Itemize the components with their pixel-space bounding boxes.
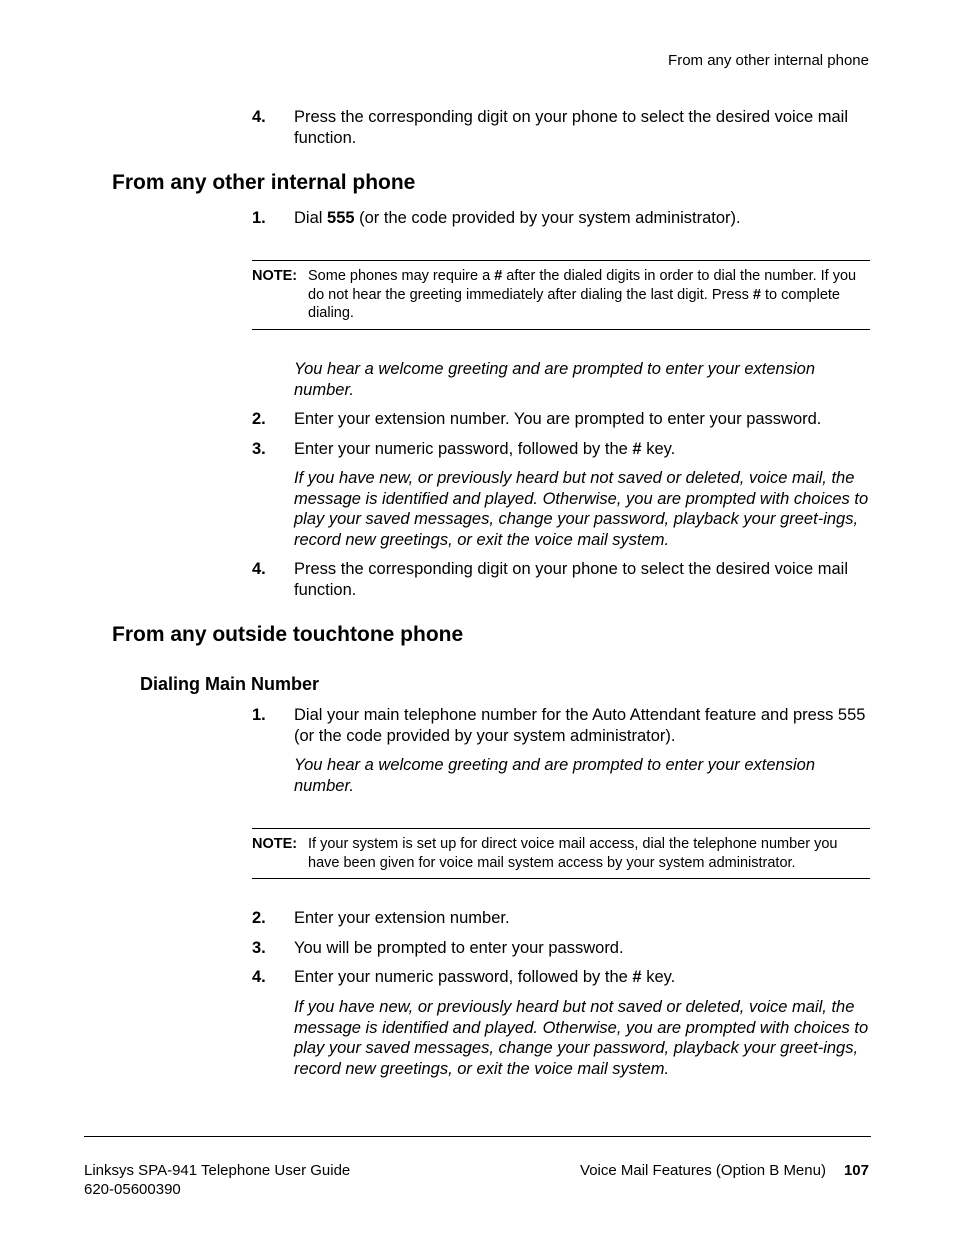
step-number: 4. — [252, 968, 266, 986]
note-text: If your system is set up for direct voice mail access, dial the telephone number you have been given for voice mail system access by your system administrator. — [308, 836, 838, 871]
step-text: Dial 555 (or the code provided by your system administrator). — [294, 209, 741, 227]
step-text: Dial your main telephone number for the Auto Attendant feature and press 555 (or the code provided by your system administrator). — [294, 706, 866, 745]
footer-right — [580, 1161, 869, 1180]
step-number: 2. — [252, 909, 266, 927]
system-response: You hear a welcome greeting and are prompted to enter your extension number. — [294, 360, 815, 399]
note-label: NOTE: — [252, 268, 298, 284]
note-text: Some phones may require a # after the dialed digits in order to dial the number. If you do not hear the greeting immediately after dialing the last digit. Press # to complete dialing. — [308, 268, 857, 321]
step-number: 1. — [252, 706, 266, 724]
step-text: Enter your numeric password, followed by the # key. — [294, 440, 676, 458]
section-heading: From any outside touchtone phone — [112, 623, 464, 646]
step-number: 4. — [252, 560, 266, 578]
step-text: Press the corresponding digit on your phone to select the desired voice mail function. — [294, 108, 848, 147]
step-text: Press the corresponding digit on your phone to select the desired voice mail function. — [294, 560, 848, 599]
note-box — [252, 828, 870, 879]
step-text: Enter your numeric password, followed by the # key. — [294, 968, 676, 986]
step-number: 3. — [252, 939, 266, 957]
section-heading: From any other internal phone — [112, 171, 416, 194]
step-text: Enter your extension number. — [294, 909, 510, 927]
step-number: 4. — [252, 108, 266, 126]
chapter-title: Voice Mail Features (Option B Menu) — [580, 1162, 826, 1179]
note-label: NOTE: — [252, 836, 298, 852]
step-number: 3. — [252, 440, 266, 458]
doc-number: 620-05600390 — [84, 1181, 181, 1198]
step-number: 2. — [252, 410, 266, 428]
page-number: 107 — [843, 1162, 869, 1179]
system-response: You hear a welcome greeting and are prompted to enter your extension number. — [294, 756, 815, 795]
step-number: 1. — [252, 209, 266, 227]
step-text: Enter your extension number. You are prompted to enter your password. — [294, 410, 822, 428]
system-response: If you have new, or previously heard but not saved or deleted, voice mail, the message is identified and played. Otherwise, you are prompted with choices to play your saved messages, change your password, playback your greet-ings, record new greetings, or exit the voice mail system. — [294, 998, 869, 1078]
running-head: From any other internal phone — [668, 52, 869, 69]
subsection-heading: Dialing Main Number — [140, 674, 320, 694]
step-text: You will be prompted to enter your password. — [294, 939, 624, 957]
footer-left — [84, 1161, 350, 1199]
system-response: If you have new, or previously heard but not saved or deleted, voice mail, the message is identified and played. Otherwise, you are prompted with choices to play your saved messages, change your password, playback your greet-ings, record new greetings, or exit the voice mail system. — [294, 469, 869, 549]
note-box — [252, 260, 870, 330]
guide-title: Linksys SPA-941 Telephone User Guide — [84, 1162, 351, 1179]
footer-divider — [84, 1136, 871, 1137]
